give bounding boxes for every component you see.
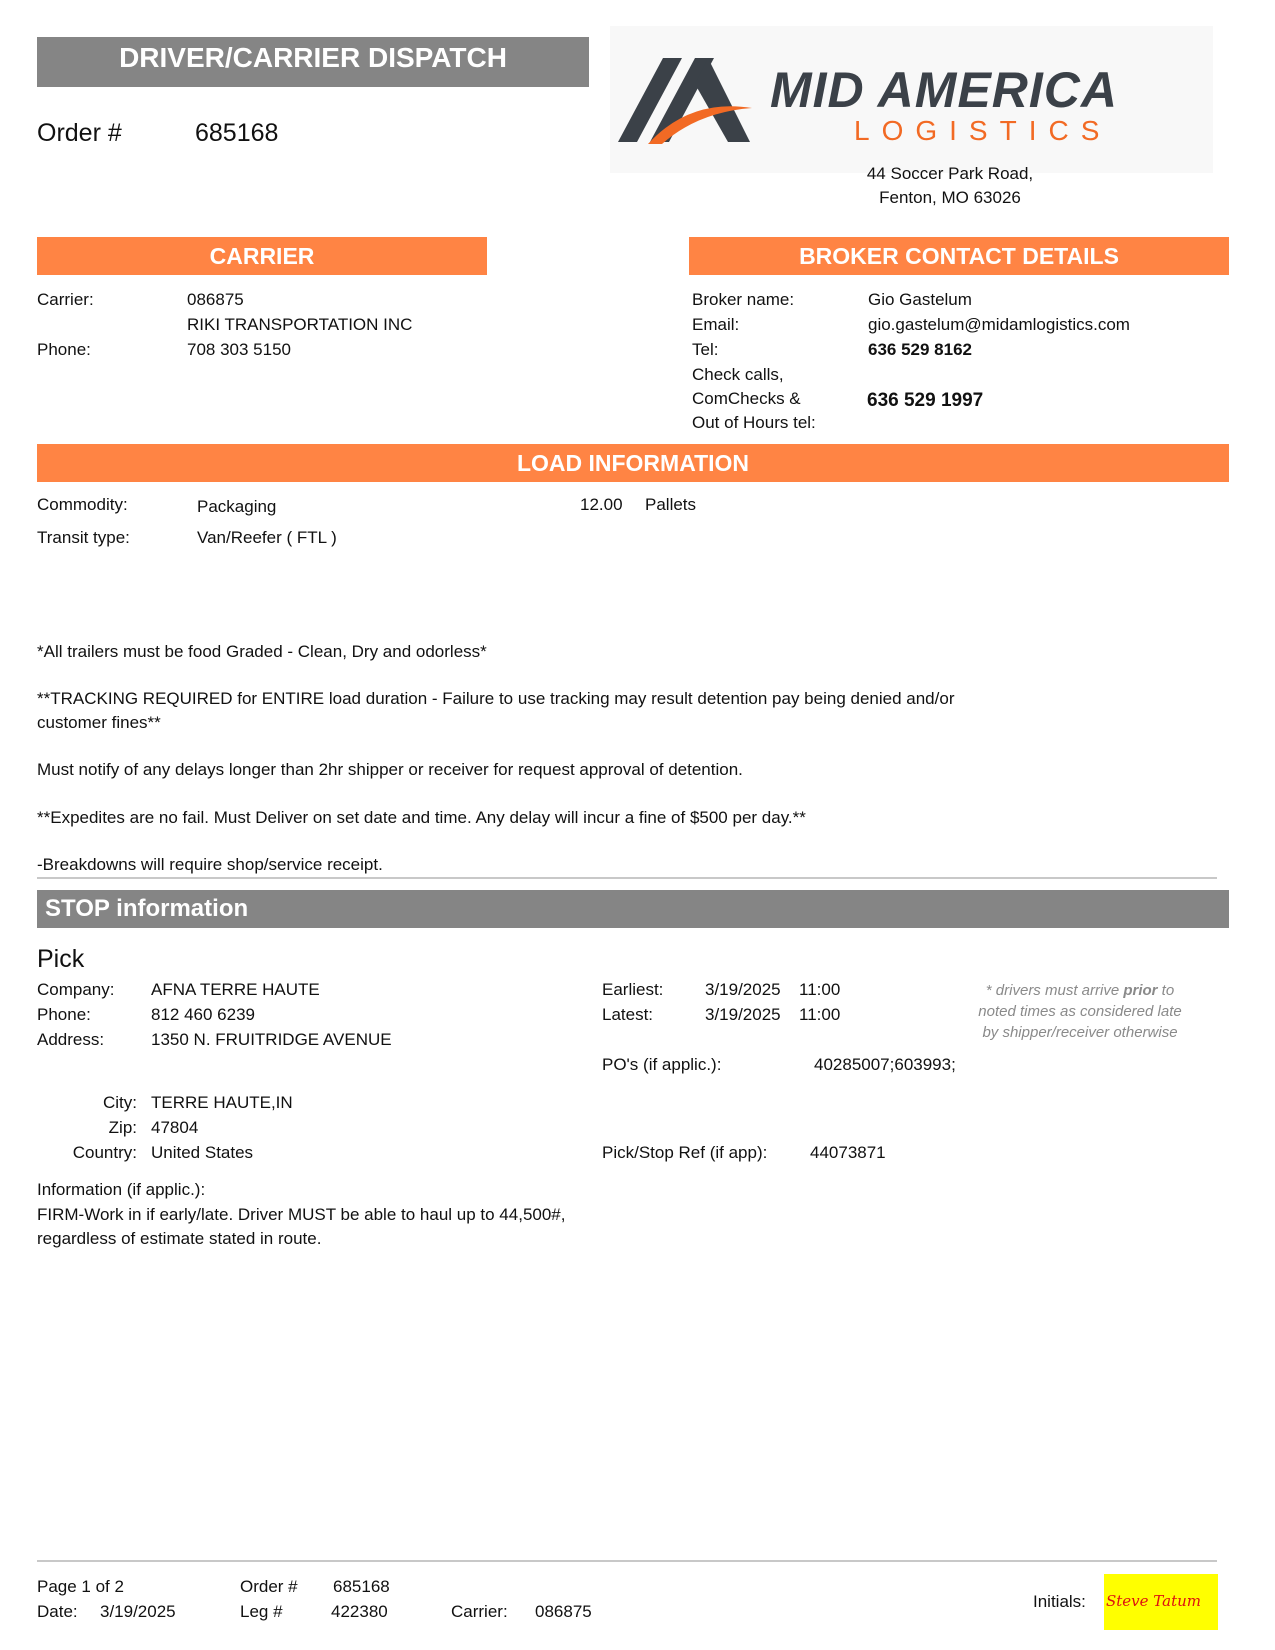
address-label: Address: [37,1030,105,1049]
footer-date-label: Date: [37,1602,78,1621]
earliest-time: 11:00 [799,980,841,999]
commodity-value: Packaging [197,497,277,516]
logo-name: MID AMERICA [770,62,1119,118]
info-label: Information (if applic.): [37,1180,206,1199]
latest-label: Latest: [602,1005,654,1024]
po-label: PO's (if applic.): [602,1055,722,1074]
po-value: 40285007;603993; [814,1055,956,1074]
arrival-note-line2: noted times as considered late [978,1003,1182,1020]
transit-value: Van/Reefer ( FTL ) [197,528,337,547]
broker-name: Gio Gastelum [868,290,972,309]
logo-subname: LOGISTICS [854,115,1112,146]
broker-email-label: Email: [692,315,740,334]
initials-label: Initials: [1033,1592,1086,1611]
earliest-date: 3/19/2025 [705,980,781,999]
zip-value: 47804 [151,1118,199,1137]
initials-box[interactable] [1104,1574,1218,1630]
country-label: Country: [72,1143,137,1162]
country-value: United States [151,1143,254,1162]
city-label: City: [103,1093,137,1112]
arrival-note-line3: by shipper/receiver otherwise [982,1024,1178,1041]
arrival-note-line1: * drivers must arrive prior to [985,982,1175,999]
footer-leg-label: Leg # [240,1602,283,1621]
stop-heading: STOP information [45,895,249,922]
company-address-line1: 44 Soccer Park Road, [866,164,1034,183]
notice-expedites: **Expedites are no fail. Must Deliver on set date and time. Any delay will incur a fine of $500 per day.** [37,808,806,827]
footer-order: 685168 [333,1577,390,1596]
order-number: 685168 [195,119,279,147]
footer-date: 3/19/2025 [100,1602,176,1621]
footer-page: Page 1 of 2 [37,1577,124,1596]
broker-tel-label: Tel: [692,340,719,359]
broker-tel: 636 529 8162 [868,340,972,359]
carrier-heading: CARRIER [37,237,487,275]
broker-name-label: Broker name: [692,290,795,309]
zip-label: Zip: [108,1118,137,1137]
company-address-line2: Fenton, MO 63026 [879,188,1021,207]
broker-heading: BROKER CONTACT DETAILS [689,237,1229,275]
carrier-id: 086875 [187,290,244,309]
notice-food-grade: *All trailers must be food Graded - Clean, Dry and odorless* [37,642,487,661]
info-line2: regardless of estimate stated in route. [37,1229,322,1248]
latest-date: 3/19/2025 [705,1005,781,1024]
company-label: Company: [37,980,115,999]
document-title-bar [37,37,589,87]
carrier-name: RIKI TRANSPORTATION INC [187,315,413,334]
stop-heading-bar [37,890,1229,928]
stop-phone: 812 460 6239 [151,1005,255,1024]
initials-signature: Steve Tatum [1106,1592,1201,1610]
address-value: 1350 N. FRUITRIDGE AVENUE [151,1030,392,1049]
notice-tracking-line1: **TRACKING REQUIRED for ENTIRE load duration - Failure to use tracking may result detention pay being denied and/or [37,689,955,708]
checkcalls-label-2: ComChecks & [692,389,801,408]
load-unit: Pallets [645,495,697,514]
commodity-label: Commodity: [37,495,128,514]
info-line1: FIRM-Work in if early/late. Driver MUST be able to haul up to 44,500#, [37,1205,566,1224]
company-logo [610,26,1213,173]
footer-carrier: 086875 [535,1602,592,1621]
footer-leg: 422380 [331,1602,388,1621]
notice-breakdowns: -Breakdowns will require shop/service receipt. [37,855,383,874]
earliest-label: Earliest: [602,980,664,999]
footer-order-label: Order # [240,1577,298,1596]
checkcalls-label-3: Out of Hours tel: [692,413,816,432]
broker-email[interactable]: gio.gastelum@midamlogistics.com [868,315,1130,334]
footer-divider [37,1560,1217,1562]
stop-phone-label: Phone: [37,1005,91,1024]
stop-ref-value: 44073871 [810,1143,886,1162]
stop-ref-label: Pick/Stop Ref (if app): [602,1143,768,1162]
footer-carrier-label: Carrier: [451,1602,508,1621]
load-heading: LOAD INFORMATION [37,444,1229,482]
company-value: AFNA TERRE HAUTE [151,980,320,999]
notice-delays: Must notify of any delays longer than 2hr shipper or receiver for request approval of detention. [37,760,743,779]
city-value: TERRE HAUTE,IN [151,1093,293,1112]
load-quantity: 12.00 [580,495,623,514]
document-title: DRIVER/CARRIER DISPATCH [119,42,507,73]
carrier-phone: 708 303 5150 [187,340,291,359]
arrival-note [940,980,1220,1043]
stop-type: Pick [37,945,85,973]
notice-tracking-line2: customer fines** [37,713,161,732]
carrier-phone-label: Phone: [37,340,91,359]
checkcalls-label-1: Check calls, [692,365,784,384]
order-label: Order # [37,119,122,147]
section-divider [37,877,1217,879]
latest-time: 11:00 [799,1005,841,1024]
carrier-label: Carrier: [37,290,94,309]
checkcalls-tel: 636 529 1997 [867,390,984,411]
transit-label: Transit type: [37,528,130,547]
